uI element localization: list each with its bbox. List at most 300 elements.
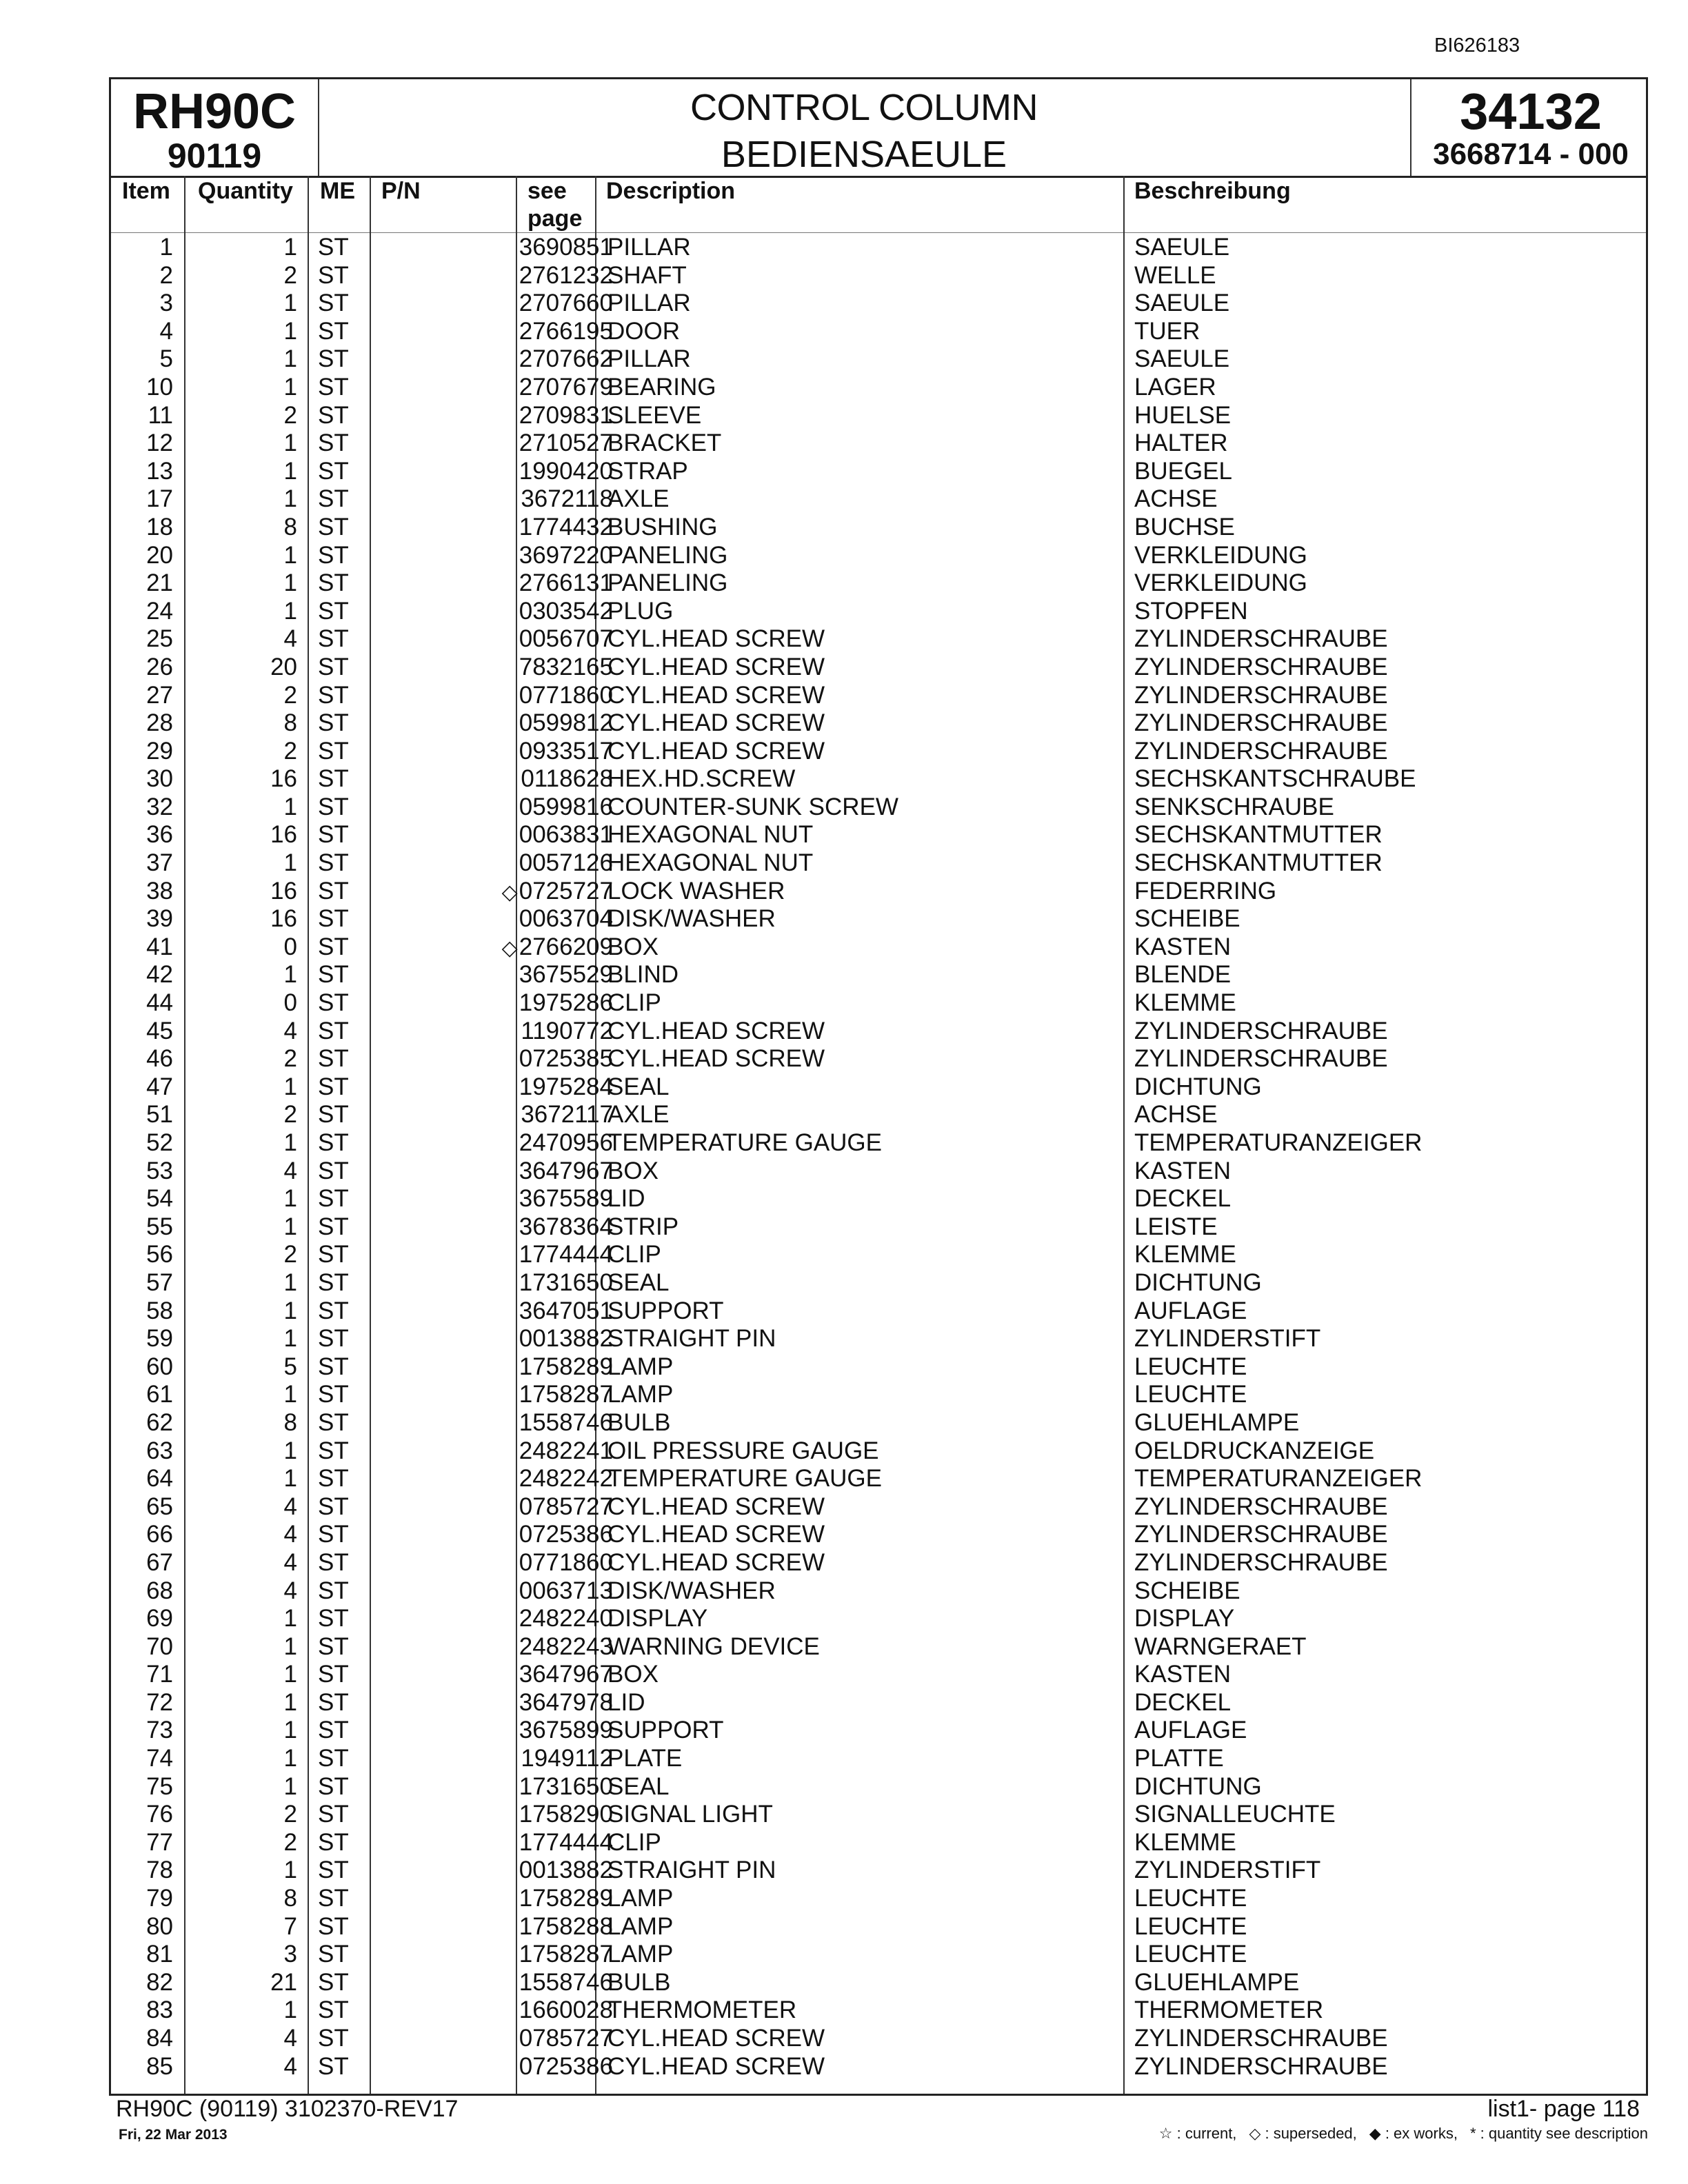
quantity: 1	[283, 1688, 297, 1716]
quantity: 4	[283, 1548, 297, 1576]
table-row	[111, 569, 1646, 598]
item-number: 42	[146, 961, 173, 989]
item-number: 67	[146, 1548, 173, 1576]
quantity: 8	[283, 513, 297, 540]
item-number: 37	[146, 849, 173, 877]
unit: ST	[318, 513, 349, 540]
description-german: VERKLEIDUNG	[1134, 541, 1307, 569]
item-number: 81	[146, 1941, 173, 1968]
description-german: FEDERRING	[1134, 877, 1277, 904]
unit: ST	[318, 597, 349, 625]
item-number: 63	[146, 1437, 173, 1464]
description-german: PLATTE	[1134, 1745, 1224, 1772]
description-german: SCHEIBE	[1134, 1577, 1240, 1604]
table-row	[111, 738, 1646, 766]
description-german: SAEULE	[1134, 290, 1230, 317]
description-english: STRAP	[607, 457, 688, 485]
quantity: 16	[270, 821, 297, 849]
table-row	[111, 905, 1646, 933]
item-number: 61	[146, 1381, 173, 1408]
description-english: THERMOMETER	[607, 1996, 797, 2024]
diamond-filled-legend-item: ◆ : ex works,	[1369, 2125, 1458, 2142]
description-german: OELDRUCKANZEIGE	[1134, 1437, 1375, 1464]
group-number: 34132	[1460, 83, 1602, 140]
description-german: KLEMME	[1134, 1241, 1236, 1268]
item-number: 27	[146, 681, 173, 709]
description-german: DECKEL	[1134, 1688, 1232, 1716]
description-german: ZYLINDERSTIFT	[1134, 1325, 1321, 1353]
unit: ST	[318, 765, 349, 793]
part-number: 0303542	[519, 597, 613, 625]
quantity: 7	[283, 1912, 297, 1940]
description-english: PANELING	[607, 569, 728, 597]
description-german: HALTER	[1134, 429, 1228, 457]
part-number: 0118628	[521, 765, 613, 793]
page-title-english: CONTROL COLUMN	[690, 87, 1038, 128]
quantity: 4	[283, 2052, 297, 2080]
description-english: CYL.HEAD SCREW	[607, 653, 825, 680]
part-number: 1190772	[521, 1017, 613, 1044]
item-number: 60	[146, 1353, 173, 1380]
item-number: 10	[146, 373, 173, 401]
quantity: 8	[283, 1885, 297, 1912]
footer-date: Fri, 22 Mar 2013	[119, 2127, 228, 2143]
item-number: 32	[146, 793, 173, 820]
quantity: 2	[283, 1241, 297, 1268]
column-header-quantity: Quantity	[198, 178, 293, 204]
quantity: 4	[283, 625, 297, 653]
part-number: 0725386	[519, 2052, 613, 2080]
unit: ST	[318, 373, 349, 401]
part-number: 0725385	[519, 1045, 613, 1073]
item-number: 46	[146, 1045, 173, 1073]
part-number: 0599812	[519, 709, 613, 737]
table-row	[111, 1241, 1646, 1269]
description-german: TEMPERATURANZEIGER	[1134, 1465, 1423, 1493]
part-number: 1731650	[519, 1772, 613, 1800]
table-row	[111, 1157, 1646, 1186]
description-german: ZYLINDERSCHRAUBE	[1134, 737, 1388, 765]
description-english: BLIND	[607, 961, 679, 989]
description-english: COUNTER-SUNK SCREW	[607, 793, 898, 820]
part-number: 0771860	[519, 1548, 613, 1576]
quantity: 1	[283, 1213, 297, 1240]
quantity: 4	[283, 2025, 297, 2052]
description-german: WARNGERAET	[1134, 1632, 1307, 1660]
quantity: 21	[270, 1968, 297, 1996]
item-number: 79	[146, 1885, 173, 1912]
table-row	[111, 1129, 1646, 1157]
table-row	[111, 1801, 1646, 1829]
unit: ST	[318, 905, 349, 933]
quantity: 2	[283, 737, 297, 765]
description-english: PILLAR	[607, 234, 691, 261]
part-number: 2482241	[519, 1437, 613, 1464]
unit: ST	[318, 1381, 349, 1408]
part-number: 0063831	[519, 821, 613, 849]
column-header-beschreibung: Beschreibung	[1134, 178, 1291, 204]
item-number: 78	[146, 1857, 173, 1884]
part-number: 2707660	[519, 290, 613, 317]
description-german: LEUCHTE	[1134, 1912, 1247, 1940]
item-number: 45	[146, 1017, 173, 1044]
unit: ST	[318, 1941, 349, 1968]
quantity: 1	[283, 1605, 297, 1632]
item-number: 5	[159, 345, 173, 373]
description-german: SCHEIBE	[1134, 905, 1240, 933]
item-number: 80	[146, 1912, 173, 1940]
item-number: 1	[159, 234, 173, 261]
table-row	[111, 1745, 1646, 1773]
description-english: CYL.HEAD SCREW	[607, 625, 825, 653]
item-number: 75	[146, 1772, 173, 1800]
description-english: WARNING DEVICE	[607, 1632, 820, 1660]
item-number: 66	[146, 1521, 173, 1548]
unit: ST	[318, 485, 349, 513]
item-number: 30	[146, 765, 173, 793]
footer-document-ref: RH90C (90119) 3102370-REV17	[116, 2096, 459, 2122]
quantity: 2	[283, 1101, 297, 1129]
quantity: 4	[283, 1521, 297, 1548]
quantity: 1	[283, 793, 297, 820]
part-number: 0013882	[519, 1857, 613, 1884]
unit: ST	[318, 1268, 349, 1296]
item-number: 62	[146, 1408, 173, 1436]
table-row	[111, 402, 1646, 430]
description-english: PILLAR	[607, 345, 691, 373]
item-number: 20	[146, 541, 173, 569]
item-number: 83	[146, 1996, 173, 2024]
item-number: 85	[146, 2052, 173, 2080]
unit: ST	[318, 317, 349, 345]
description-english: LAMP	[607, 1912, 674, 1940]
part-number: 1758289	[519, 1353, 613, 1380]
quantity: 1	[283, 1325, 297, 1353]
description-german: KASTEN	[1134, 933, 1232, 960]
table-row	[111, 1717, 1646, 1745]
description-english: LOCK WASHER	[607, 877, 785, 904]
description-german: SAEULE	[1134, 345, 1230, 373]
description-german: ZYLINDERSTIFT	[1134, 1857, 1321, 1884]
item-number: 73	[146, 1717, 173, 1744]
unit: ST	[318, 1465, 349, 1493]
table-row	[111, 1773, 1646, 1801]
part-number: 1774444	[519, 1828, 613, 1856]
part-number: 2710527	[519, 429, 613, 457]
part-number: 3675529	[519, 961, 613, 989]
description-english: BEARING	[607, 373, 716, 401]
item-number: 55	[146, 1213, 173, 1240]
description-german: LEISTE	[1134, 1213, 1218, 1240]
unit: ST	[318, 1437, 349, 1464]
table-row	[111, 2053, 1646, 2081]
item-number: 54	[146, 1185, 173, 1213]
quantity: 1	[283, 1857, 297, 1884]
description-english: CLIP	[607, 989, 661, 1017]
item-number: 82	[146, 1968, 173, 1996]
part-number: 0599816	[519, 793, 613, 820]
description-english: BOX	[607, 933, 659, 960]
table-row	[111, 1213, 1646, 1242]
table-row	[111, 290, 1646, 318]
description-english: BRACKET	[607, 429, 722, 457]
part-number: 1758290	[519, 1801, 613, 1828]
column-header-pn: P/N	[381, 178, 421, 204]
part-number: 1758287	[519, 1381, 613, 1408]
page-title-german: BEDIENSAEULE	[721, 134, 1007, 175]
unit: ST	[318, 989, 349, 1017]
description-english: SIGNAL LIGHT	[607, 1801, 773, 1828]
description-english: HEXAGONAL NUT	[607, 849, 814, 877]
description-english: CLIP	[607, 1241, 661, 1268]
part-number: 0056707	[519, 625, 613, 653]
item-number: 13	[146, 457, 173, 485]
table-row	[111, 878, 1646, 906]
footer-page-number: list1- page 118	[1487, 2096, 1640, 2122]
unit: ST	[318, 821, 349, 849]
part-number: 0013882	[519, 1325, 613, 1353]
unit: ST	[318, 625, 349, 653]
item-number: 56	[146, 1241, 173, 1268]
superseded-icon: ◇	[501, 880, 518, 904]
description-english: LAMP	[607, 1381, 674, 1408]
unit: ST	[318, 1045, 349, 1073]
part-number: 7832165	[519, 653, 613, 680]
item-number: 53	[146, 1157, 173, 1184]
table-row	[111, 765, 1646, 793]
unit: ST	[318, 1408, 349, 1436]
description-german: KLEMME	[1134, 1828, 1236, 1856]
description-german: LEUCHTE	[1134, 1381, 1247, 1408]
quantity: 1	[283, 457, 297, 485]
description-german: WELLE	[1134, 261, 1216, 289]
divider	[1410, 79, 1411, 176]
asterisk-legend-item: * : quantity see description	[1469, 2125, 1648, 2142]
unit: ST	[318, 1548, 349, 1576]
description-german: SAEULE	[1134, 234, 1230, 261]
quantity: 1	[283, 1772, 297, 1800]
quantity: 4	[283, 1017, 297, 1044]
part-number: 1774432	[519, 513, 613, 540]
description-german: DECKEL	[1134, 1185, 1232, 1213]
part-number: 3697220	[519, 541, 613, 569]
unit: ST	[318, 401, 349, 429]
unit: ST	[318, 961, 349, 989]
description-german: VERKLEIDUNG	[1134, 569, 1307, 597]
part-number: 0785727	[519, 1493, 613, 1520]
part-number: 3672118	[521, 485, 613, 513]
item-number: 36	[146, 821, 173, 849]
description-english: LID	[607, 1688, 645, 1716]
description-english: LAMP	[607, 1353, 674, 1380]
unit: ST	[318, 457, 349, 485]
item-number: 47	[146, 1073, 173, 1100]
description-english: BULB	[607, 1408, 671, 1436]
description-english: DISPLAY	[607, 1605, 708, 1632]
unit: ST	[318, 541, 349, 569]
unit: ST	[318, 1325, 349, 1353]
item-number: 18	[146, 513, 173, 540]
quantity: 1	[283, 1717, 297, 1744]
item-number: 58	[146, 1297, 173, 1324]
description-english: AXLE	[607, 1101, 670, 1129]
part-number: 2707679	[519, 373, 613, 401]
item-number: 68	[146, 1577, 173, 1604]
description-german: GLUEHLAMPE	[1134, 1968, 1300, 1996]
description-english: BOX	[607, 1661, 659, 1688]
table-row	[111, 989, 1646, 1018]
part-number: 0063704	[519, 905, 613, 933]
table-row	[111, 598, 1646, 626]
description-english: STRAIGHT PIN	[607, 1325, 776, 1353]
table-row	[111, 1073, 1646, 1102]
item-number: 71	[146, 1661, 173, 1688]
unit: ST	[318, 1017, 349, 1044]
description-english: DISK/WASHER	[607, 1577, 776, 1604]
description-english: SUPPORT	[607, 1297, 724, 1324]
part-number: 1758289	[519, 1885, 613, 1912]
item-number: 64	[146, 1465, 173, 1493]
description-english: OIL PRESSURE GAUGE	[607, 1437, 879, 1464]
quantity: 1	[283, 1632, 297, 1660]
quantity: 1	[283, 1465, 297, 1493]
description-english: HEXAGONAL NUT	[607, 821, 814, 849]
table-row	[111, 485, 1646, 514]
description-english: CYL.HEAD SCREW	[607, 1521, 825, 1548]
description-german: SENKSCHRAUBE	[1134, 793, 1334, 820]
item-number: 51	[146, 1101, 173, 1129]
document-id: BI626183	[1434, 34, 1520, 57]
unit: ST	[318, 1857, 349, 1884]
item-number: 39	[146, 905, 173, 933]
item-number: 4	[159, 317, 173, 345]
description-english: STRAIGHT PIN	[607, 1857, 776, 1884]
description-english: AXLE	[607, 485, 670, 513]
part-number: 3678364	[519, 1213, 613, 1240]
model-name: RH90C	[132, 84, 297, 139]
description-english: SLEEVE	[607, 401, 702, 429]
unit: ST	[318, 1101, 349, 1129]
description-german: ZYLINDERSCHRAUBE	[1134, 1521, 1388, 1548]
unit: ST	[318, 793, 349, 820]
quantity: 16	[270, 905, 297, 933]
item-number: 74	[146, 1745, 173, 1772]
quantity: 0	[283, 989, 297, 1017]
table-row	[111, 1381, 1646, 1409]
description-german: ZYLINDERSCHRAUBE	[1134, 2052, 1388, 2080]
table-row	[111, 1829, 1646, 1857]
part-number: 1558746	[519, 1968, 613, 1996]
description-english: LAMP	[607, 1885, 674, 1912]
unit: ST	[318, 681, 349, 709]
description-german: DISPLAY	[1134, 1605, 1235, 1632]
part-number: 3647967	[519, 1157, 613, 1184]
part-number: 3647967	[519, 1661, 613, 1688]
description-english: TEMPERATURE GAUGE	[607, 1465, 883, 1493]
table-row	[111, 1633, 1646, 1661]
description-german: LEUCHTE	[1134, 1941, 1247, 1968]
unit: ST	[318, 1661, 349, 1688]
quantity: 1	[283, 485, 297, 513]
item-number: 69	[146, 1605, 173, 1632]
part-number	[383, 878, 613, 907]
unit: ST	[318, 1185, 349, 1213]
unit: ST	[318, 261, 349, 289]
table-row	[111, 1941, 1646, 1969]
description-english: SHAFT	[607, 261, 687, 289]
item-number: 77	[146, 1828, 173, 1856]
item-number: 11	[148, 401, 173, 429]
quantity: 1	[283, 1437, 297, 1464]
description-german: ACHSE	[1134, 485, 1218, 513]
column-header-divider	[111, 232, 1646, 233]
description-german: BLENDE	[1134, 961, 1232, 989]
item-number: 17	[146, 485, 173, 513]
unit: ST	[318, 290, 349, 317]
part-number: 3647051	[519, 1297, 613, 1324]
superseded-icon: ◇	[501, 936, 518, 960]
description-german: ZYLINDERSCHRAUBE	[1134, 1045, 1388, 1073]
description-german: DICHTUNG	[1134, 1772, 1262, 1800]
unit: ST	[318, 2052, 349, 2080]
description-english: DOOR	[607, 317, 680, 345]
item-number: 29	[146, 737, 173, 765]
description-english: SUPPORT	[607, 1717, 724, 1744]
description-german: LEUCHTE	[1134, 1353, 1247, 1380]
quantity: 1	[283, 290, 297, 317]
quantity: 2	[283, 261, 297, 289]
table-row	[111, 1605, 1646, 1633]
item-number: 57	[146, 1268, 173, 1296]
table-row	[111, 1101, 1646, 1129]
description-german: ZYLINDERSCHRAUBE	[1134, 653, 1388, 680]
star-outline-legend-item: ☆ : current,	[1158, 2125, 1237, 2142]
description-english: PANELING	[607, 541, 728, 569]
quantity: 1	[283, 345, 297, 373]
column-header-description: Description	[606, 178, 736, 204]
description-english: SEAL	[607, 1268, 670, 1296]
table-row	[111, 682, 1646, 710]
item-number: 3	[159, 290, 173, 317]
unit: ST	[318, 1073, 349, 1100]
parts-table-body	[111, 234, 1646, 2081]
unit: ST	[318, 849, 349, 877]
description-english: CYL.HEAD SCREW	[607, 709, 825, 737]
quantity: 16	[270, 877, 297, 904]
description-german: GLUEHLAMPE	[1134, 1408, 1300, 1436]
description-german: SIGNALLEUCHTE	[1134, 1801, 1336, 1828]
table-row	[111, 1549, 1646, 1577]
description-english: BULB	[607, 1968, 671, 1996]
unit: ST	[318, 1632, 349, 1660]
table-row	[111, 1996, 1646, 2025]
unit: ST	[318, 1885, 349, 1912]
quantity: 16	[270, 765, 297, 793]
table-row	[111, 1325, 1646, 1353]
column-header-item: Item	[122, 178, 170, 204]
table-row	[111, 654, 1646, 682]
quantity: 1	[283, 541, 297, 569]
table-row	[111, 933, 1646, 962]
description-german: THERMOMETER	[1134, 1996, 1324, 2024]
table-row	[111, 821, 1646, 849]
item-number: 44	[146, 989, 173, 1017]
item-number: 65	[146, 1493, 173, 1520]
item-number: 84	[146, 2025, 173, 2052]
part-number-text: 0725727	[519, 877, 613, 904]
quantity: 20	[270, 653, 297, 680]
table-row	[111, 961, 1646, 989]
